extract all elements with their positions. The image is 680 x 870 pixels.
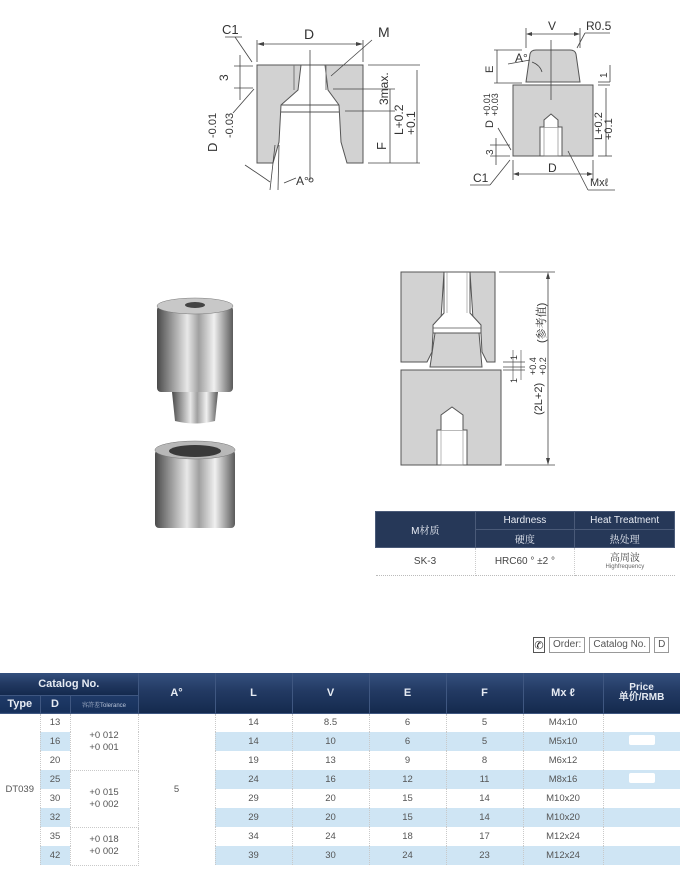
svg-text:C1: C1 (473, 171, 489, 185)
material-value: SK-3 (376, 548, 476, 576)
svg-text:D: D (548, 161, 557, 175)
assembly-drawing (395, 265, 570, 470)
phone-icon: ✆ (533, 637, 545, 653)
price-value (603, 732, 680, 751)
table-row: 42 39 30 24 23 M12x24 (0, 846, 680, 865)
heat-treatment-header-cn: 热处理 (575, 530, 675, 548)
material-header: M材质 (376, 512, 476, 548)
tolerance-value: +0 018 +0 002 (70, 827, 138, 865)
tolerance-header: 容許差Tolerance (70, 695, 138, 713)
svg-text:3: 3 (217, 74, 231, 81)
price-value (603, 770, 680, 789)
svg-text:+0.01: +0.01 (482, 93, 492, 116)
table-row: 35 +0 018 +0 002 34 24 18 17 M12x24 (0, 827, 680, 846)
svg-text:L+0.2: L+0.2 (593, 112, 605, 140)
mxl-header: Mx ℓ (523, 673, 603, 713)
hardness-value: HRC60 ° ±2 ° (475, 548, 575, 576)
punch-drawing (460, 10, 680, 200)
l-header: L (215, 673, 292, 713)
hardness-header-cn: 硬度 (475, 530, 575, 548)
order-line (533, 637, 669, 653)
svg-text:+0.4: +0.4 (528, 357, 538, 375)
type-value: DT039 (0, 713, 40, 865)
v-header: V (292, 673, 369, 713)
svg-text:E: E (484, 65, 496, 73)
table-row: DT039 13 +0 012 +0 001 5 14 8.5 6 5 M4x10 (0, 713, 680, 732)
tolerance-value: +0 015 +0 002 (70, 770, 138, 827)
svg-text:F: F (374, 142, 389, 150)
svg-text:A°: A° (515, 51, 528, 65)
heat-treatment-value: 高周波 Highfrequency (575, 548, 675, 576)
order-catalog-label: Catalog No. (589, 637, 650, 653)
svg-text:(参考值): (参考值) (536, 302, 548, 343)
svg-text:(2L+2): (2L+2) (533, 382, 545, 415)
price-value (603, 751, 680, 770)
svg-text:+0.2: +0.2 (538, 357, 548, 375)
e-header: E (369, 673, 446, 713)
order-d-label: D (654, 637, 669, 653)
svg-text:M: M (378, 24, 390, 40)
svg-text:+0.1: +0.1 (603, 118, 615, 140)
d-header: D (40, 695, 70, 713)
f-header: F (446, 673, 523, 713)
svg-text:+0.1: +0.1 (404, 111, 418, 135)
price-value (603, 827, 680, 846)
price-value (603, 713, 680, 732)
order-label: Order: (549, 637, 585, 653)
table-row: 32 29 20 15 14 M10x20 (0, 808, 680, 827)
product-photo (145, 288, 245, 533)
price-value (603, 789, 680, 808)
svg-text:C1: C1 (222, 22, 239, 37)
svg-text:+0.03: +0.03 (490, 93, 500, 116)
table-row: 30 29 20 15 14 M10x20 (0, 789, 680, 808)
svg-text:V: V (548, 19, 557, 33)
table-row: 16 14 10 6 5 M5x10 (0, 732, 680, 751)
price-value (603, 808, 680, 827)
type-header: Type (0, 695, 40, 713)
svg-text:3max.: 3max. (377, 72, 391, 105)
svg-text:D: D (205, 142, 220, 152)
price-header: Price 单价/RMB (603, 673, 680, 713)
material-table (375, 511, 675, 576)
svg-text:D: D (484, 120, 496, 128)
tolerance-value: +0 012 +0 001 (70, 713, 138, 770)
svg-text:1: 1 (599, 72, 610, 78)
heat-treatment-header: Heat Treatment (575, 512, 675, 530)
svg-text:1: 1 (509, 354, 519, 360)
a-value: 5 (138, 713, 215, 865)
svg-text:A°: A° (296, 174, 309, 188)
svg-text:Mxℓ: Mxℓ (590, 177, 609, 189)
svg-text:L+0.2: L+0.2 (392, 104, 406, 135)
price-value (603, 846, 680, 865)
table-row: 20 19 13 9 8 M6x12 (0, 751, 680, 770)
svg-text:R0.5: R0.5 (586, 19, 612, 33)
catalog-no-header: Catalog No. (0, 673, 138, 695)
svg-text:3: 3 (485, 149, 496, 155)
die-drawing (200, 10, 420, 200)
svg-text:-0.01: -0.01 (207, 112, 219, 138)
dim-d-label: D (304, 26, 315, 42)
hardness-header: Hardness (475, 512, 575, 530)
a-header: A° (138, 673, 215, 713)
svg-text:1: 1 (509, 377, 519, 383)
svg-text:-0.03: -0.03 (224, 112, 236, 138)
table-row: 25 +0 015 +0 002 24 16 12 11 M8x16 (0, 770, 680, 789)
spec-table (0, 673, 680, 866)
